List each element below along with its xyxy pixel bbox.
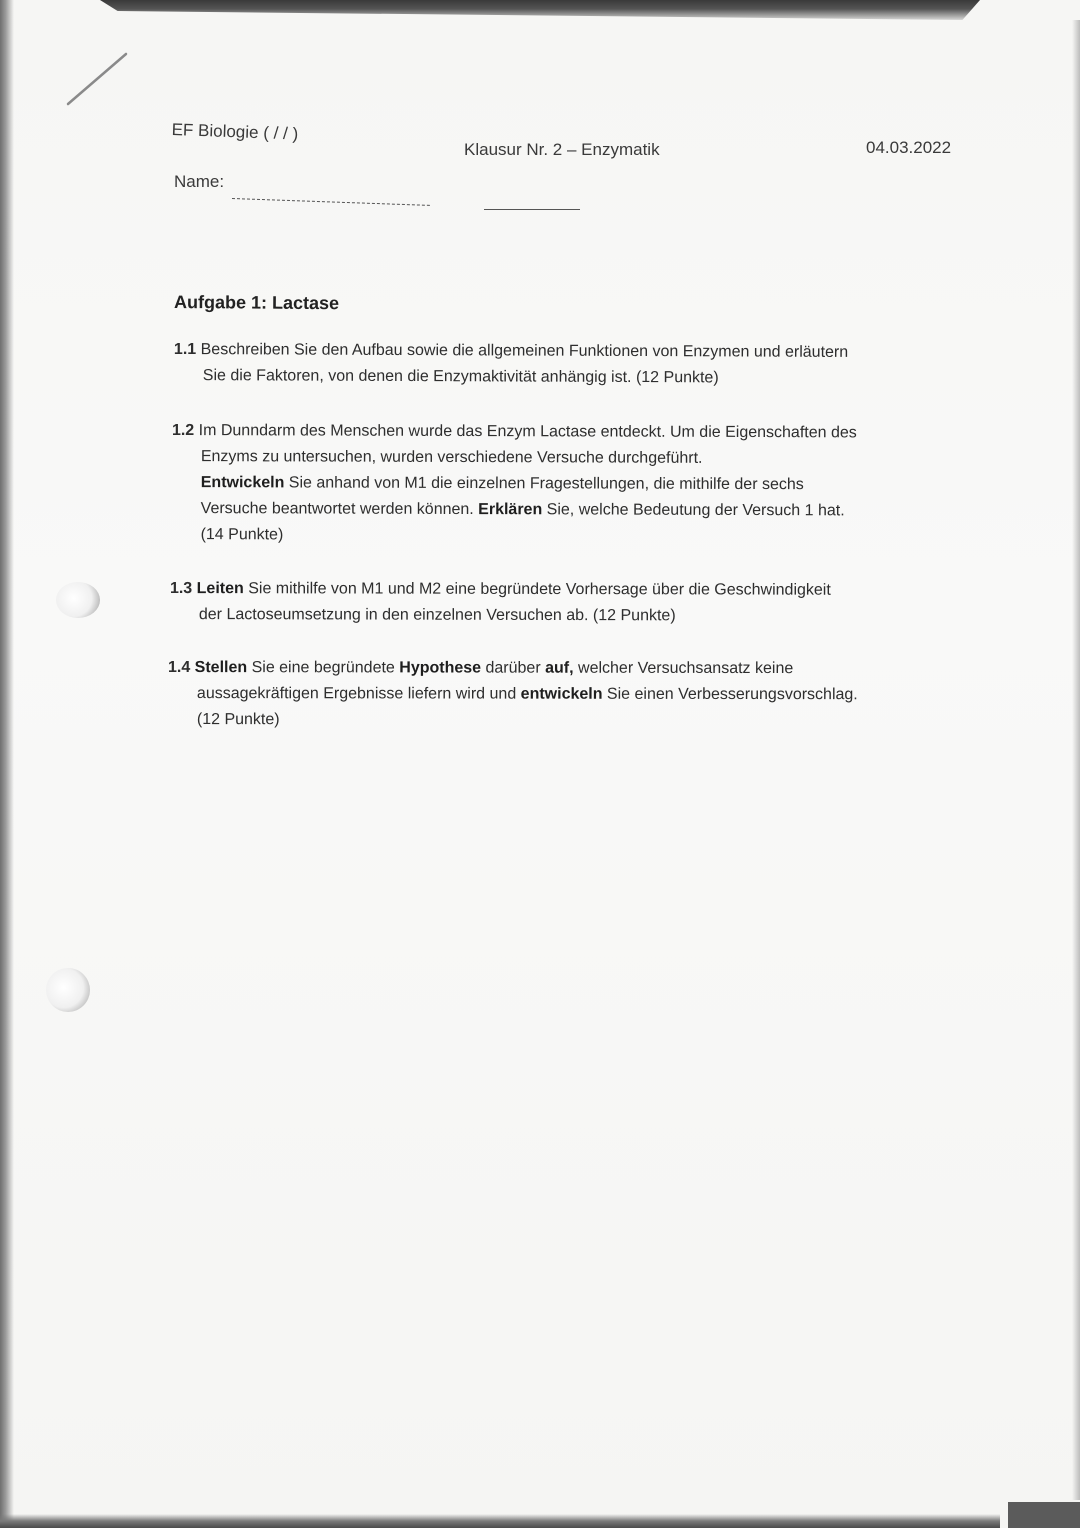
scan-edge-right xyxy=(1072,20,1080,1500)
task-text: welcher Versuchsansatz keine xyxy=(573,659,794,678)
task-keyword: entwickeln xyxy=(520,685,603,703)
task-text: Sie mithilfe von M1 und M2 eine begründete Vorhersage über die Geschwindigkeit xyxy=(243,580,831,599)
scan-edge-bottom xyxy=(0,1514,1000,1528)
scan-corner-shadow xyxy=(1008,1502,1080,1528)
task-keyword: Hypothese xyxy=(399,659,482,677)
pencil-stroke-mark xyxy=(62,44,132,114)
task-line xyxy=(174,363,944,392)
task-number: 1.1 xyxy=(173,340,197,359)
punch-hole-icon xyxy=(46,968,90,1012)
name-underline-short xyxy=(484,209,580,210)
task-text: der Lactoseumsetzung in den einzelnen Versuchen ab. (12 Punkte) xyxy=(198,606,676,625)
task-text: Sie die Faktoren, von denen die Enzymaktivität anhängig ist. (12 Punkte) xyxy=(202,367,719,387)
task-keyword: Leiten xyxy=(196,580,244,598)
task-keyword: auf, xyxy=(545,659,574,677)
task-line xyxy=(172,496,942,525)
punch-hole-icon xyxy=(56,582,100,618)
task-text: Sie anhand von M1 die einzelnen Fragestellungen, die mithilfe der sechs xyxy=(284,474,804,494)
scan-edge-left xyxy=(0,0,14,1528)
task-line xyxy=(168,655,938,682)
task-text: Versuche beantwortet werden können. xyxy=(200,500,479,519)
task-1-3 xyxy=(170,576,940,630)
task-text: (12 Punkte) xyxy=(196,711,280,729)
task-number: 1.3 xyxy=(169,580,193,598)
task-text: Beschreiben Sie den Aufbau sowie die allgemeinen Funktionen von Enzymen und erläutern xyxy=(196,341,849,361)
task-text: aussagekräftigen Ergebnisse liefern wird und xyxy=(196,685,521,703)
task-text: Im Dunndarm des Menschen wurde das Enzym Lactase entdeckt. Um die Eigenschaften des xyxy=(194,422,857,442)
task-text: Sie, welche Bedeutung der Versuch 1 hat. xyxy=(542,501,845,520)
task-keyword: Stellen xyxy=(194,659,248,677)
task-number: 1.2 xyxy=(171,421,195,440)
task-text: Sie eine begründete xyxy=(247,659,400,677)
task-line xyxy=(174,337,944,366)
task-text: darüber xyxy=(481,659,546,677)
task-text: Sie einen Verbesserungsvorschlag. xyxy=(602,685,858,704)
task-line xyxy=(172,444,942,473)
section-title: Aufgabe 1: Lactase xyxy=(173,292,340,314)
task-line xyxy=(168,681,938,708)
task-line xyxy=(168,707,938,734)
task-keyword: Erklären xyxy=(478,501,543,519)
task-1-1 xyxy=(174,337,944,392)
name-label: Name: xyxy=(174,172,225,191)
task-text: Enzyms zu untersuchen, wurden verschiedene Versuche durchgeführt. xyxy=(200,448,703,467)
name-underline xyxy=(232,198,430,206)
exam-title: Klausur Nr. 2 – Enzymatik xyxy=(464,140,660,159)
task-1-2 xyxy=(172,418,942,551)
task-keyword: Entwickeln xyxy=(200,474,285,492)
task-text: (14 Punkte) xyxy=(200,526,284,544)
task-line xyxy=(172,470,942,499)
task-line xyxy=(172,418,942,447)
task-1-4 xyxy=(168,655,938,734)
scan-edge-top xyxy=(100,0,980,20)
task-line xyxy=(172,522,942,551)
exam-header xyxy=(172,118,972,158)
exam-date: 04.03.2022 xyxy=(866,138,952,157)
course-label: EF Biologie ( / / ) xyxy=(171,120,299,144)
task-line xyxy=(170,602,940,630)
task-number: 1.4 xyxy=(167,659,191,677)
task-line xyxy=(170,576,940,604)
